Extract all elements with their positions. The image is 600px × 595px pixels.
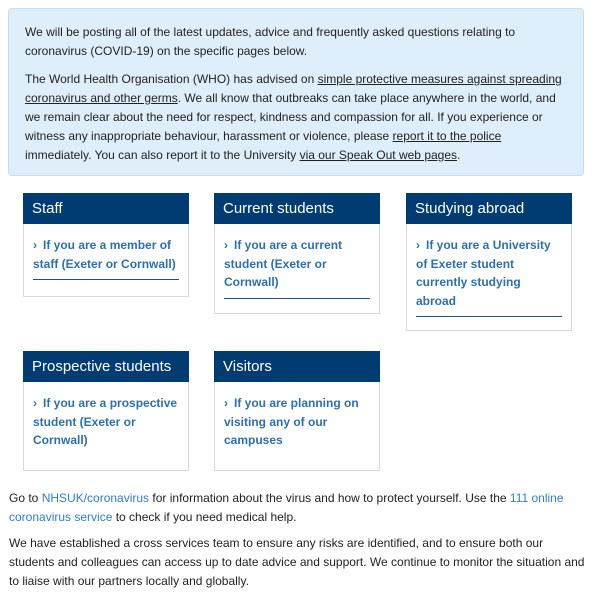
coronavirus-notice-box (8, 8, 584, 176)
link-text: If you are a University of Exeter student currently studying abroad (416, 238, 551, 308)
link-text: If you are planning on visiting any of our campuses (224, 396, 359, 447)
studying-abroad-link[interactable] (416, 236, 562, 317)
chevron-right-icon: › (224, 396, 228, 410)
card-studying-abroad (406, 193, 572, 331)
link-text: If you are a current student (Exeter or Cornwall) (224, 238, 343, 289)
card-visitors (214, 351, 380, 471)
current-students-link[interactable] (224, 236, 370, 299)
card-prospective-students (23, 351, 189, 471)
chevron-right-icon: › (416, 238, 420, 252)
notice-intro: We will be posting all of the latest updates, advice and frequently asked questions relating to coronavirus (COVID-19) on the specific pages below. (25, 25, 516, 58)
link-text: If you are a prospective student (Exeter or Cornwall) (33, 396, 178, 447)
chevron-right-icon: › (33, 238, 37, 252)
speak-out-link[interactable]: via our Speak Out web pages (299, 148, 458, 162)
visitors-link[interactable] (224, 394, 370, 456)
chevron-right-icon: › (224, 238, 228, 252)
notice-who-paragraph (25, 70, 567, 165)
card-staff (23, 193, 189, 297)
staff-link[interactable] (33, 236, 179, 280)
cross-services-paragraph: We have established a cross services team to ensure any risks are identified, and to ensure both our students and colleagues can access up to date advice and support. We continue to monitor the situation and to liaise with our partners locally and globally. (9, 536, 585, 588)
body-text: for information about the virus and how to protect yourself. Use the (149, 491, 510, 505)
body-text: Go to (9, 491, 42, 505)
report-to-police-link[interactable]: report it to the police (392, 129, 502, 143)
nhs-coronavirus-link[interactable]: NHSUK/coronavirus (41, 491, 150, 505)
notice-text: . We all know that outbreaks can take place anywhere in the world, and we remain clear about the need for respect, kindness and compassion for all. If you experience or witness any inappropriate behaviour, harassment or violence, please (25, 91, 556, 143)
card-current-students (214, 193, 380, 314)
nhs-111-online-link[interactable]: 111 online coronavirus service (9, 491, 564, 524)
card-title: Visitors (214, 351, 380, 382)
body-text: to check if you need medical help. (112, 510, 297, 524)
who-protective-measures-link[interactable]: simple protective measures against spreading coronavirus and other germs (25, 72, 562, 105)
prospective-students-link[interactable] (33, 394, 179, 456)
chevron-right-icon: › (33, 396, 37, 410)
notice-text: immediately. You can also report it to the University (25, 148, 300, 162)
notice-text: . (457, 148, 461, 162)
notice-text: The World Health Organisation (WHO) has advised on (25, 72, 318, 86)
card-title: Current students (214, 193, 380, 224)
card-title: Prospective students (23, 351, 189, 382)
link-text: If you are a member of staff (Exeter or Cornwall) (33, 238, 176, 271)
card-title: Studying abroad (406, 193, 572, 224)
card-title: Staff (23, 193, 189, 224)
nhs-paragraph (9, 489, 589, 527)
